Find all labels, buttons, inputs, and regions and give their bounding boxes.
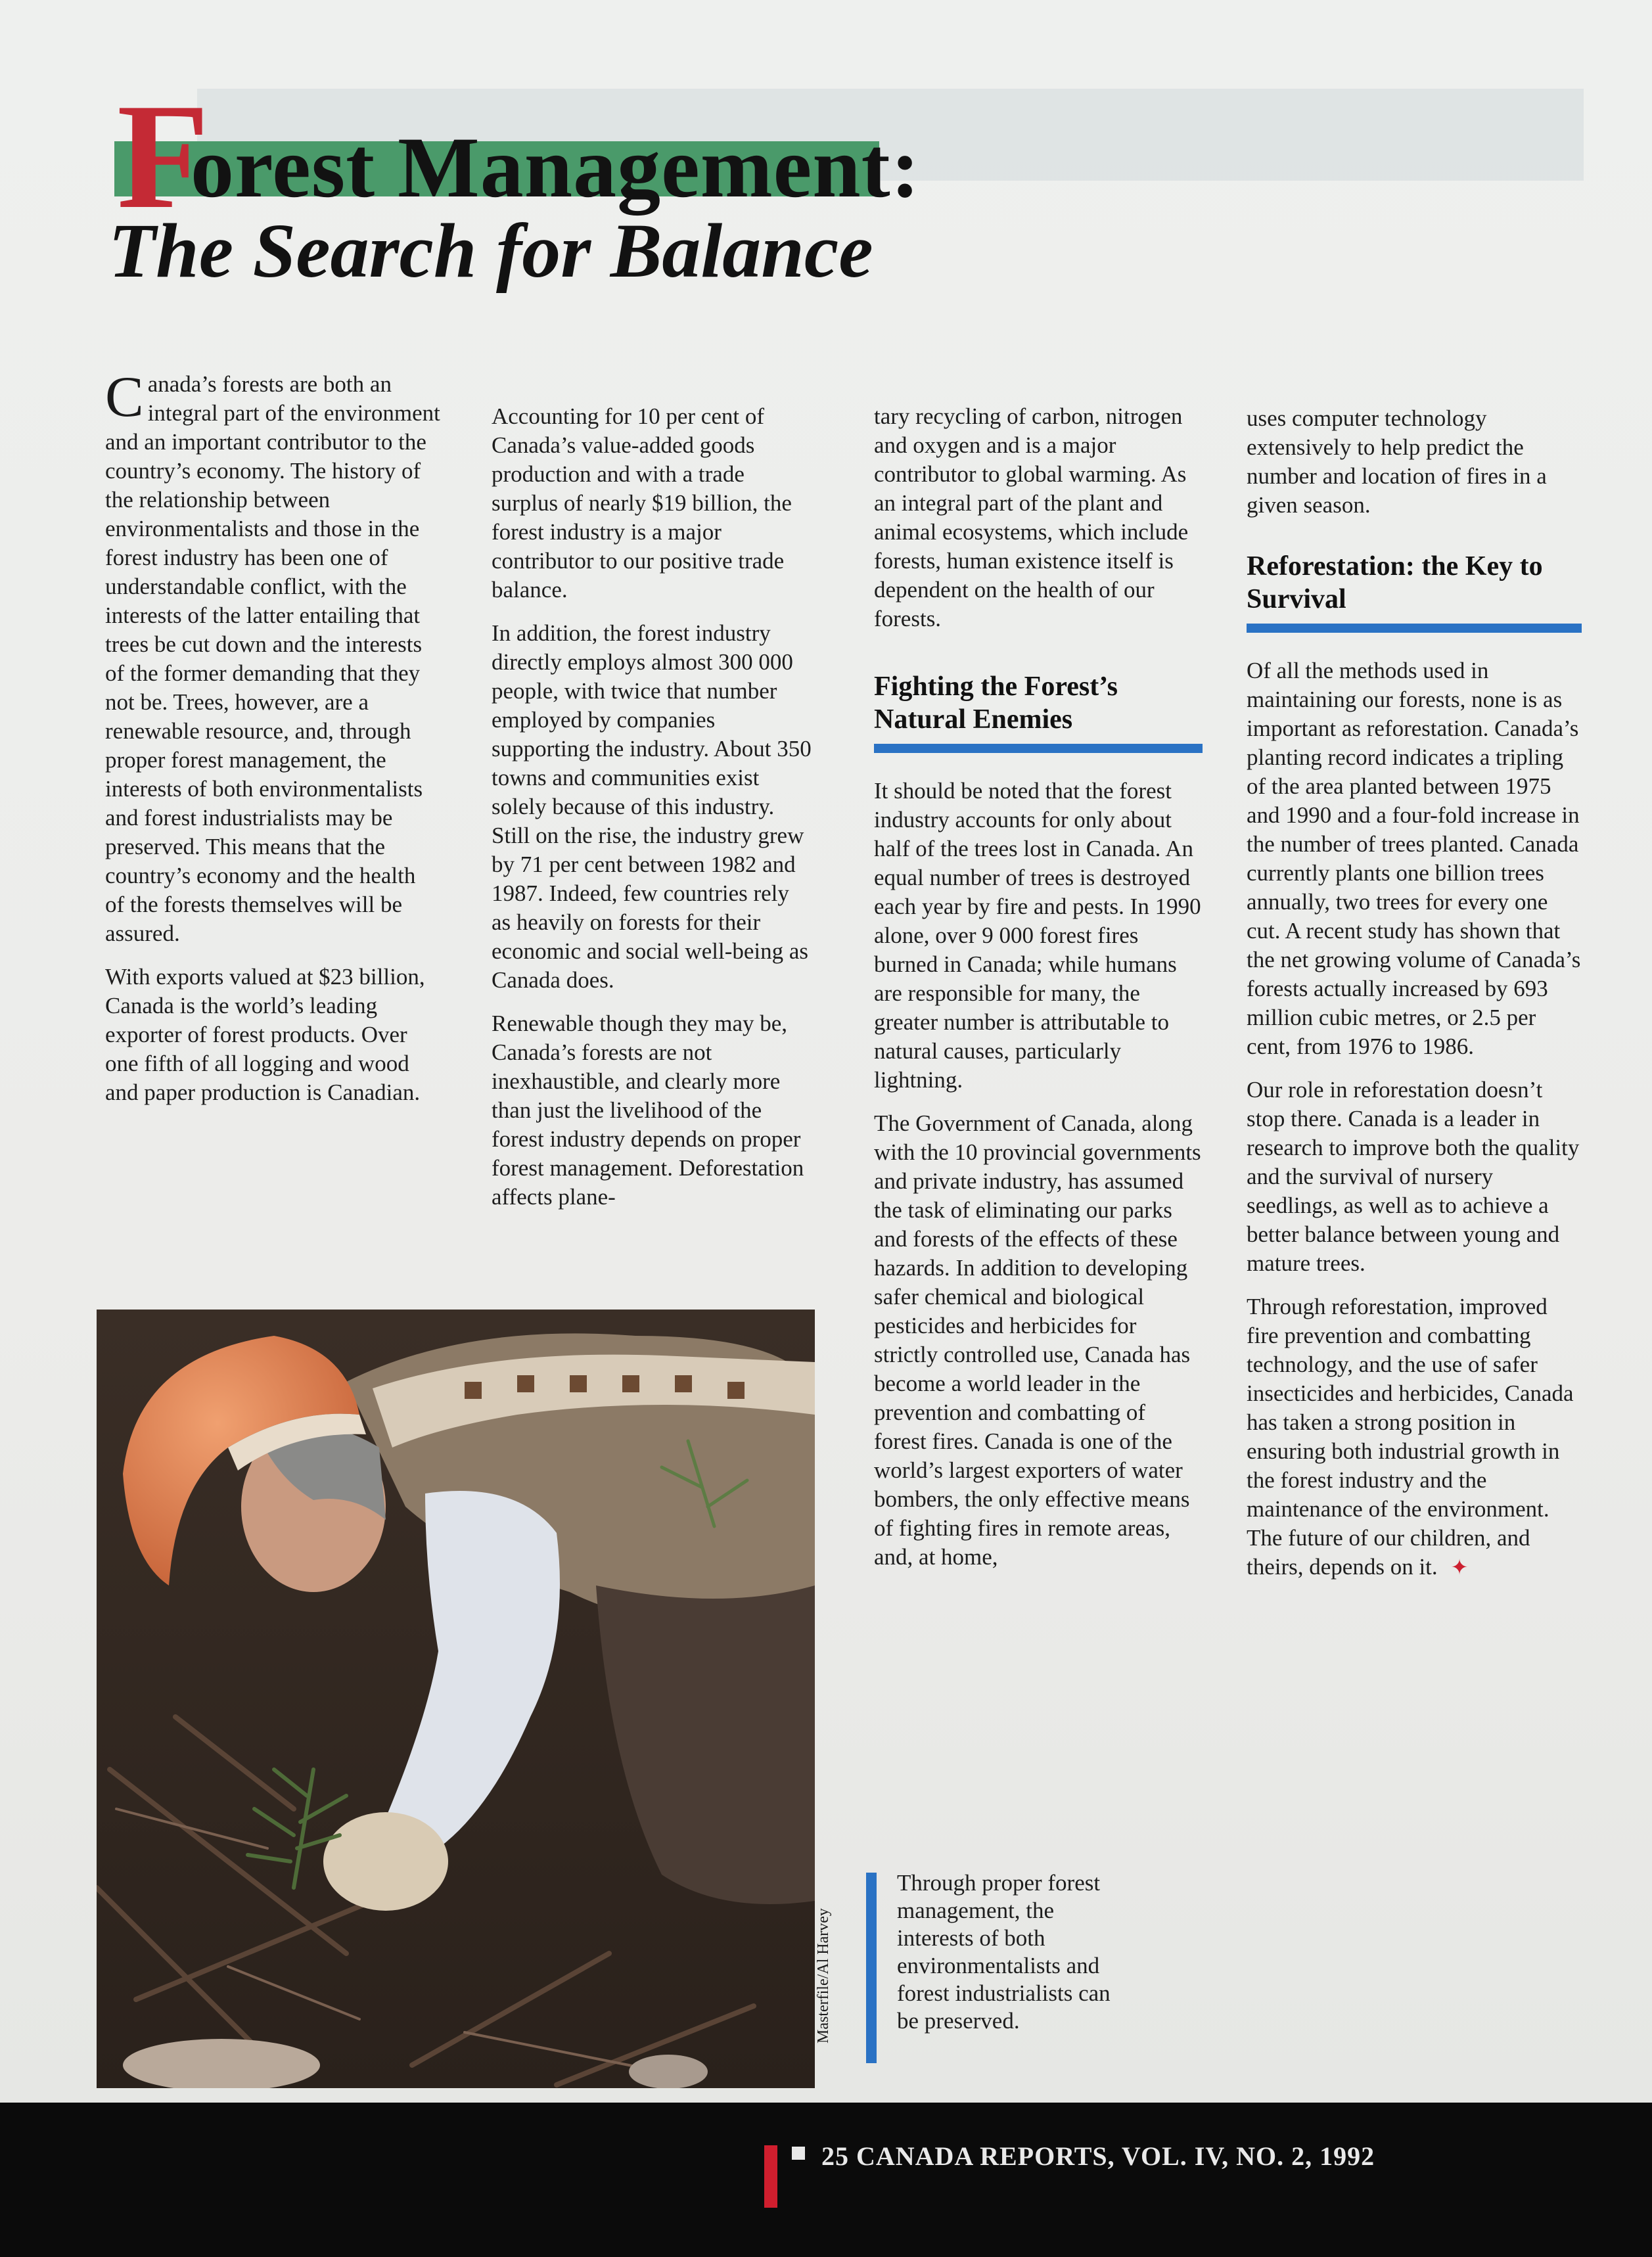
paragraph: tary recycling of carbon, nitrogen and oxygen and is a major contributor to global warming. As an integral part of the plant and animal ecosystems, which include forests, human existence itself is dependent on the health of our forests. [874, 403, 1189, 631]
section-heading: Fighting the Forest’s Natural Enemies [874, 672, 1118, 735]
text-column-1 [105, 365, 440, 1122]
paragraph: It should be noted that the forest industry accounts for only about half of the trees lost in Canada. An equal number of trees is destroyed each year by fire and pests. In 1990 alone, over 9 000 forest fires burned in Canada; while humans are responsible for many, the greater number is attributable to natural causes, particularly lightning. [874, 778, 1201, 1093]
paragraph-text: Through reforestation, improved fire prevention and combatting technology, and the use of safer insecticides and herbicides, Canada has taken a strong position in ensuring both industrial growth in the forest industry and the maintenance of the environment. The future of our children, and theirs, depends on it. [1247, 1294, 1574, 1580]
paragraph-text: anada’s forests are both an integral part of the environment and an important contributor to the country’s economy. The history of the relationship between environmentalists and those in the forest industry has been one of understandable conflict, with the interests of the latter entailing that trees be cut down and the interests of the former demanding that they not be. Trees, however, are a renewable resource, and, through proper forest management, the interests of both environmentalists and forest industrialists may be preserved. This means that the country’s economy and the health of the forests themselves will be assured. [105, 371, 440, 946]
paragraph: uses computer technology extensively to help predict the number and location of fires in a given season. [1247, 405, 1547, 518]
paragraph: The Government of Canada, along with the 10 provincial governments and private industry, has assumed the task of eliminating our parks and forests of the effects of these hazards. In addition to developing safer chemical and biological pesticides and herbicides for strictly controlled use, Canada has become a world leader in the prevention and combatting of forest fires. Canada is one of the world’s largest exporters of water bombers, the only effective means of fighting fires in remote areas, and, at home, [874, 1110, 1201, 1570]
page-footer [0, 2103, 1652, 2257]
paragraph: With exports valued at $23 billion, Canada is the world’s leading exporter of forest products. Over one fifth of all logging and wood and paper production is Canadian. [105, 964, 425, 1105]
paragraph: Accounting for 10 per cent of Canada’s value-added goods production and with a trade surplus of nearly $19 billion, the forest industry is a major contributor to our positive trade balance. [492, 403, 792, 603]
text-column-3 [874, 402, 1203, 1586]
section-heading: Reforestation: the Key to Survival [1247, 551, 1543, 614]
text-column-2 [492, 402, 814, 1226]
title-initial-letter: F [117, 72, 210, 240]
heading-rule [874, 744, 1203, 753]
maple-leaf-icon: ✦ [1450, 1555, 1469, 1579]
paragraph: Renewable though they may be, Canada’s forests are not inexhaustible, and clearly more than just the livelihood of the forest industry depends on proper forest management. Deforestation affects plane- [492, 1011, 804, 1210]
paragraph [1247, 1292, 1582, 1582]
tree-planter-illustration [97, 1310, 815, 2088]
title-text: orest Management: [191, 119, 921, 216]
heading-rule [1247, 624, 1582, 633]
footer-folio: 25 CANADA REPORTS, VOL. IV, NO. 2, 1992 [821, 2141, 1375, 2171]
pull-quote-rule [866, 1873, 877, 2063]
text-column-4 [1247, 404, 1582, 1596]
paragraph: Our role in reforestation doesn’t stop there. Canada is a leader in research to improve both the quality and the survival of nursery seedlings, as well as to achieve a better balance between young and mature trees. [1247, 1077, 1580, 1276]
glove [323, 1812, 448, 1911]
footer-square-icon [792, 2147, 805, 2160]
photo-tree-planter [97, 1310, 815, 2088]
paragraph [105, 365, 440, 948]
rock [629, 2055, 708, 2088]
drop-cap: C [105, 365, 144, 429]
paragraph: Of all the methods used in maintaining our forests, none is as important as reforestation. Canada’s planting record indicates a tripling of the area planted between 1975 and 1990 and a four-fold increase in the number of trees planted. Canada currently plants one billion trees annually, two trees for every one cut. A recent study has shown that the net growing volume of Canada’s forests actually increased by 693 million cubic metres, or 2.5 per cent, from 1976 to 1986. [1247, 658, 1581, 1059]
photo-credit: Masterfile/Al Harvey [815, 1908, 832, 2043]
article-subtitle: The Search for Balance [108, 208, 873, 294]
paragraph: In addition, the forest industry directly employs almost 300 000 people, with twice that number employed by companies supporting the industry. About 350 towns and communities exist solely because of this industry. Still on the rise, the industry grew by 71 per cent between 1982 and 1987. Indeed, few countries rely as heavily on forests for their economic and social well-being as Canada does. [492, 620, 812, 993]
footer-red-bar [764, 2145, 777, 2208]
article-title [105, 72, 927, 240]
pull-quote: Through proper forest management, the interests of both environmentalists and forest industrialists can be preserved. [897, 1870, 1111, 2034]
